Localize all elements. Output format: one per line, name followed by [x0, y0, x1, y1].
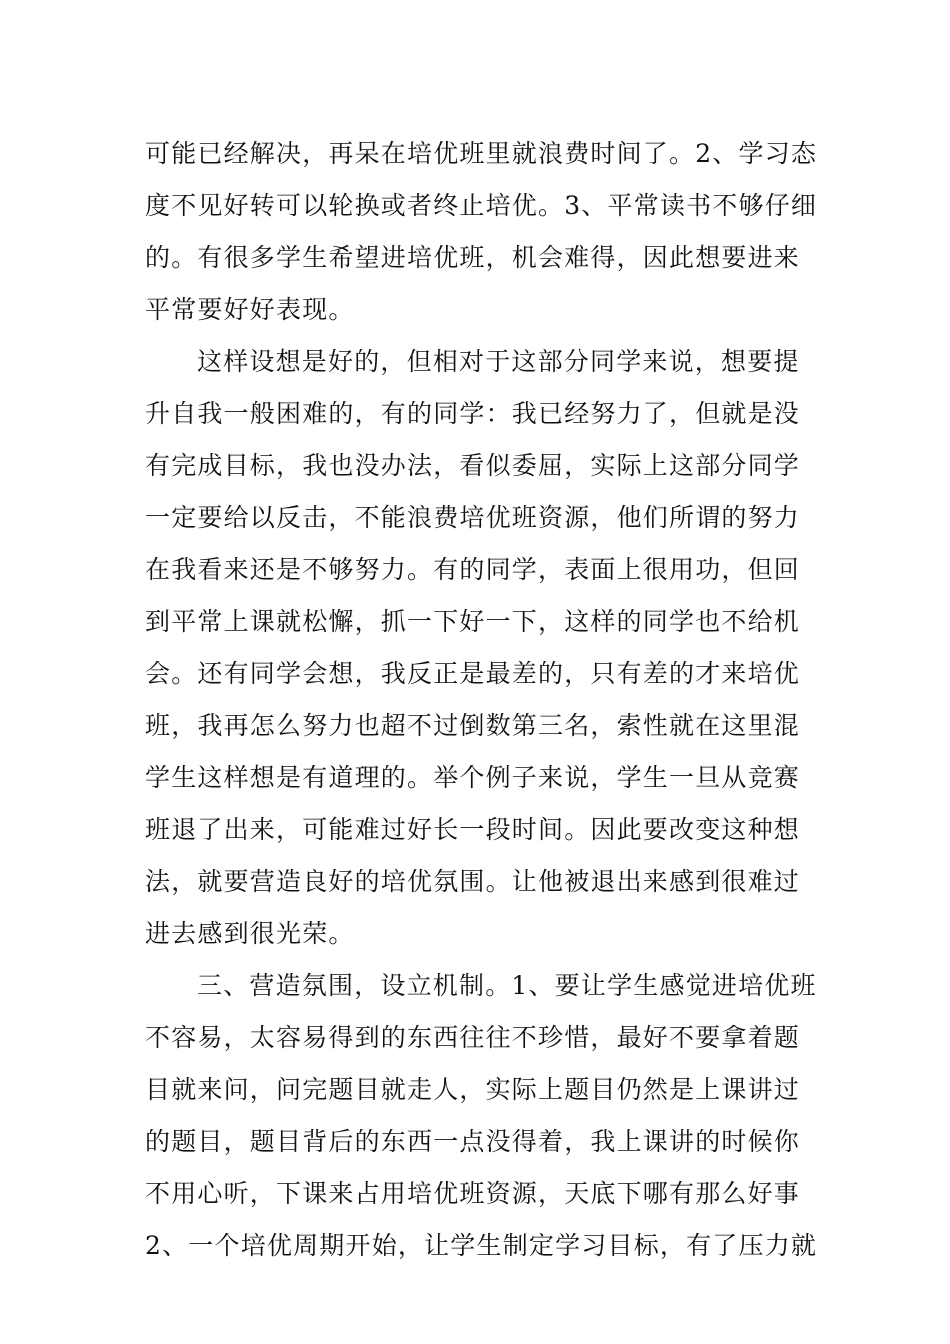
text-line: 在我看来还是不够努力。有的同学，表面上很用功，但回 [145, 555, 801, 584]
paragraph-first-line: 这样设想是好的，但相对于这部分同学来说，想要提 [197, 347, 800, 376]
text-line: 不容易，太容易得到的东西往往不珍惜，最好不要拿着题 [145, 1023, 801, 1052]
text-line: 目就来问，问完题目就走人，实际上题目仍然是上课讲过 [145, 1075, 801, 1104]
text-line: 有完成目标，我也没办法，看似委屈，实际上这部分同学 [145, 451, 801, 480]
text-line: 班退了出来，可能难过好长一段时间。因此要改变这种想 [145, 815, 801, 844]
text-line: 学生这样想是有道理的。举个例子来说，学生一旦从竞赛 [145, 763, 801, 792]
text-line: 2、一个培优周期开始，让学生制定学习目标，有了压力就 [145, 1231, 818, 1260]
text-line: 平常要好好表现。 [145, 295, 355, 324]
text-line: 班，我再怎么努力也超不过倒数第三名，索性就在这里混 [145, 711, 801, 740]
text-line: 一定要给以反击，不能浪费培优班资源，他们所谓的努力 [145, 503, 801, 532]
text-line: 不用心听，下课来占用培优班资源，天底下哪有那么好事 [145, 1179, 801, 1208]
text-line: 法，就要营造良好的培优氛围。让他被退出来感到很难过 [145, 867, 801, 896]
text-line: 度不见好转可以轮换或者终止培优。3、平常读书不够仔细 [145, 191, 818, 220]
text-line: 的。有很多学生希望进培优班，机会难得，因此想要进来 [145, 243, 801, 272]
text-line: 可能已经解决，再呆在培优班里就浪费时间了。2、学习态 [145, 139, 818, 168]
document-body [145, 128, 818, 1272]
text-line: 会。还有同学会想，我反正是最差的，只有差的才来培优 [145, 659, 801, 688]
text-line: 升自我一般困难的，有的同学：我已经努力了，但就是没 [145, 399, 801, 428]
text-line: 到平常上课就松懈，抓一下好一下，这样的同学也不给机 [145, 607, 801, 636]
text-line: 的题目，题目背后的东西一点没得着，我上课讲的时候你 [145, 1127, 801, 1156]
text-line: 进去感到很光荣。 [145, 919, 355, 948]
paragraph-first-line: 三、营造氛围，设立机制。1、要让学生感觉进培优班 [197, 971, 817, 1000]
